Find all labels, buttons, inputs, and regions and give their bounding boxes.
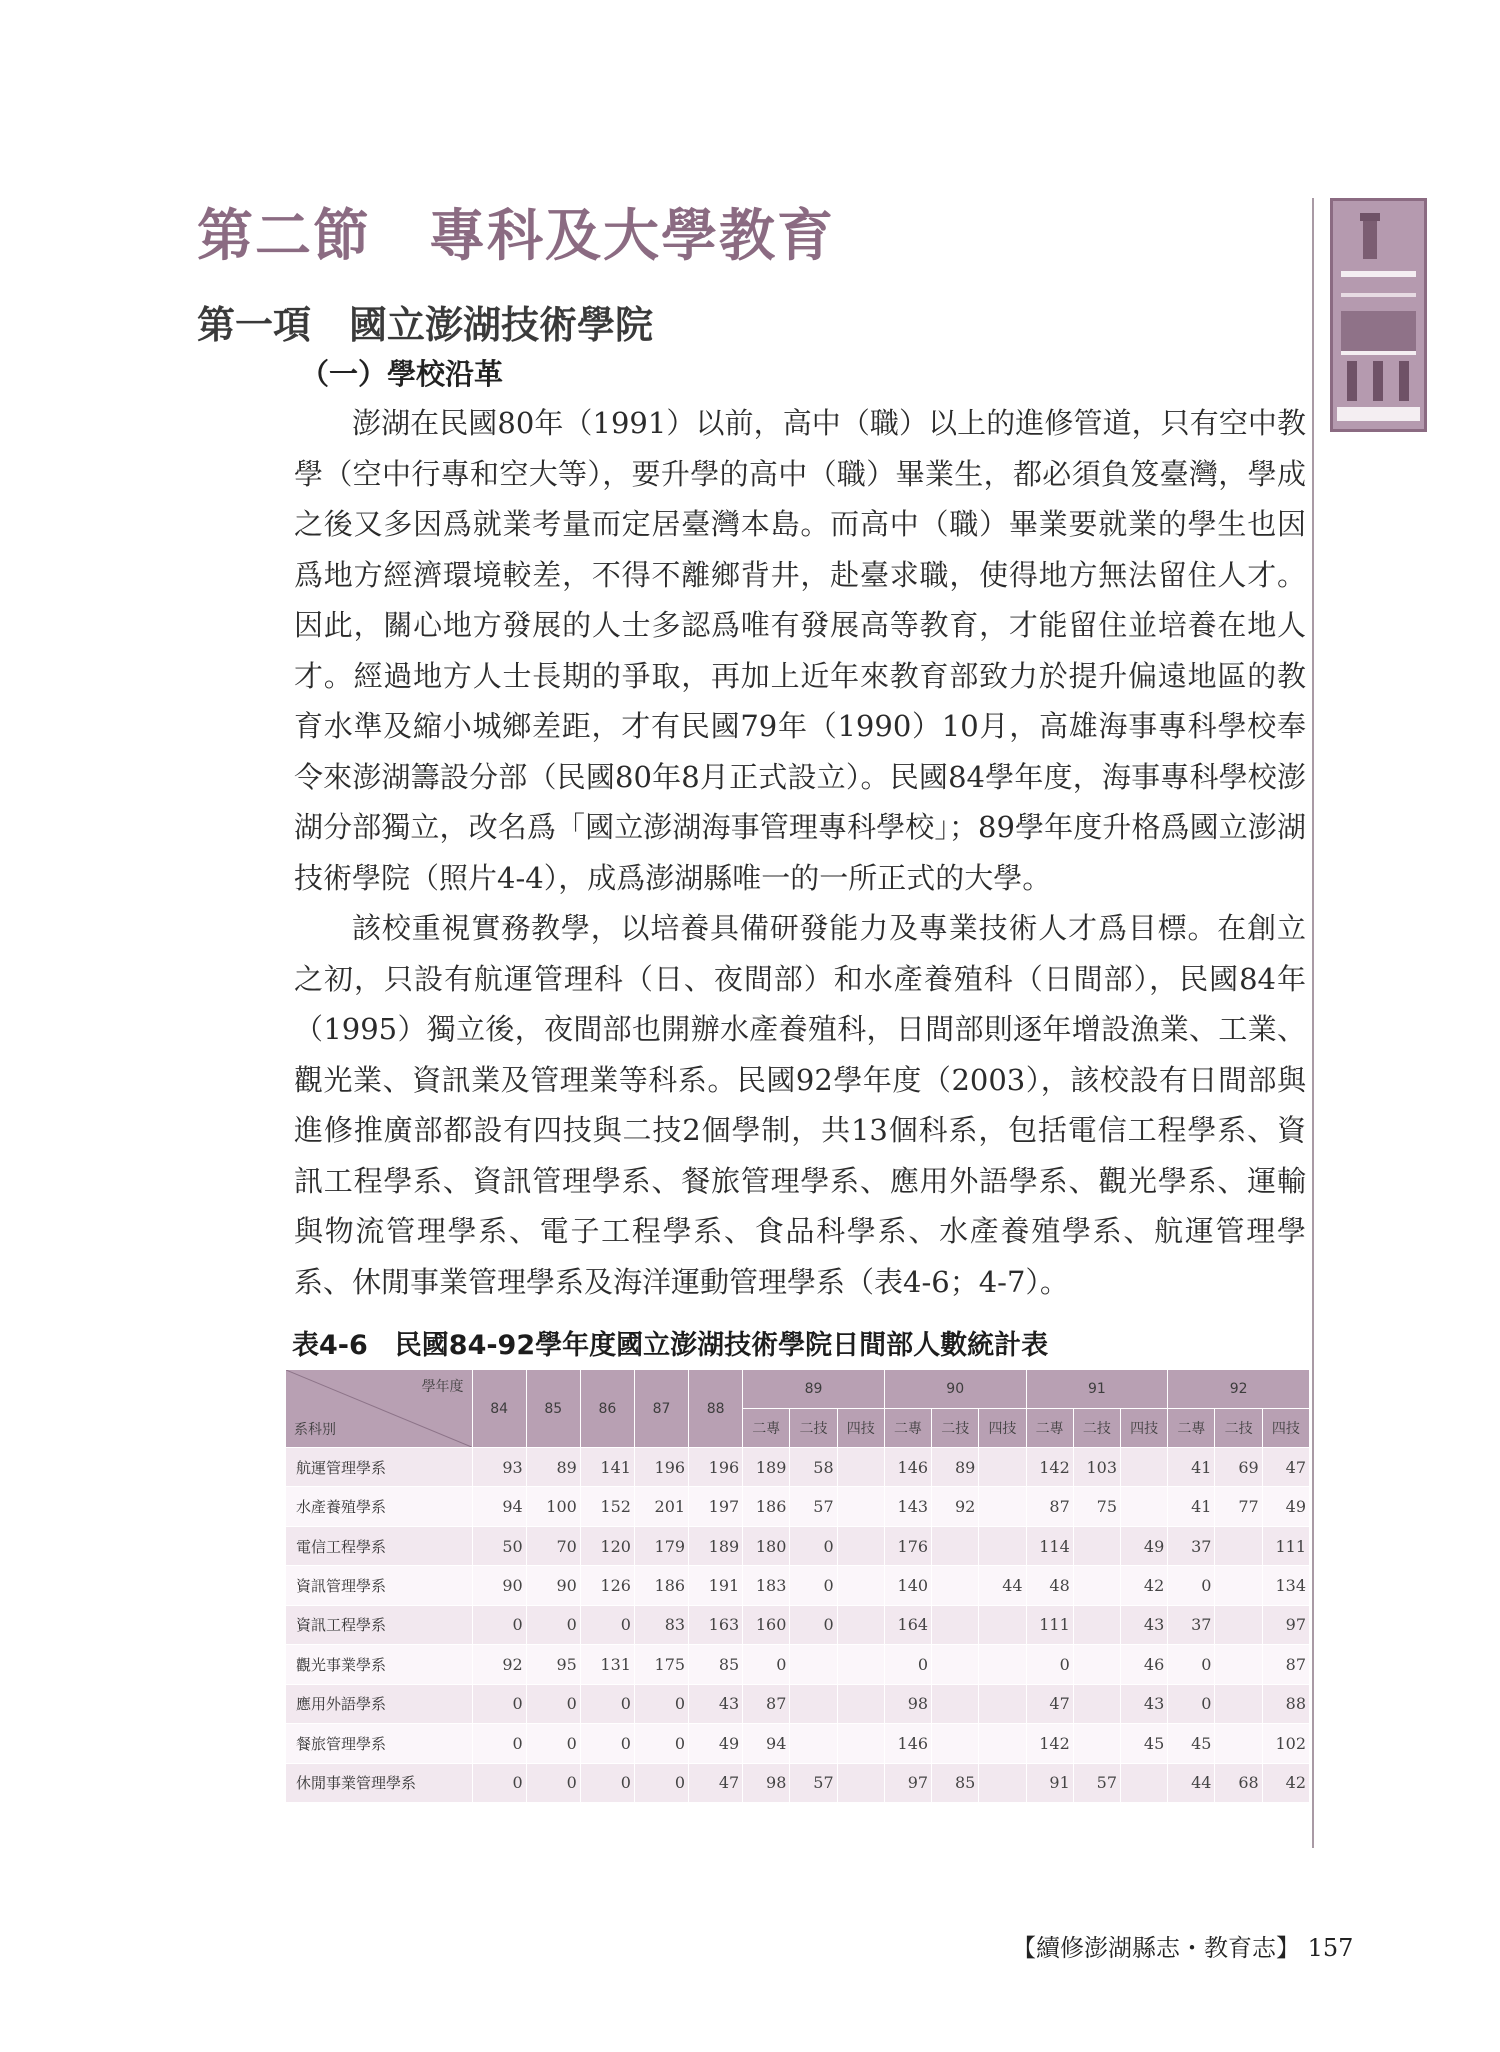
value-cell	[1073, 1724, 1120, 1763]
value-cell: 77	[1215, 1487, 1262, 1526]
value-cell	[979, 1724, 1026, 1763]
value-cell: 142	[1026, 1724, 1073, 1763]
value-cell: 126	[580, 1566, 634, 1605]
value-cell: 49	[1121, 1526, 1168, 1565]
value-cell: 102	[1262, 1724, 1309, 1763]
subsection-title: （一）學校沿革	[300, 357, 504, 391]
value-cell: 0	[472, 1605, 526, 1644]
value-cell: 196	[634, 1448, 688, 1487]
value-cell	[979, 1763, 1026, 1803]
value-cell: 46	[1121, 1645, 1168, 1684]
value-cell	[932, 1724, 979, 1763]
dept-name-cell: 應用外語學系	[286, 1684, 473, 1723]
dept-name-cell: 休閒事業管理學系	[286, 1763, 473, 1803]
value-cell	[979, 1645, 1026, 1684]
value-cell	[790, 1724, 837, 1763]
value-cell: 94	[743, 1724, 790, 1763]
value-cell: 164	[884, 1605, 931, 1644]
value-cell	[979, 1487, 1026, 1526]
value-cell: 0	[790, 1566, 837, 1605]
table-row	[286, 1645, 1310, 1684]
dept-name-cell: 航運管理學系	[286, 1448, 473, 1487]
corner-year-label: 學年度	[421, 1379, 464, 1395]
value-cell: 94	[472, 1487, 526, 1526]
value-cell: 50	[472, 1526, 526, 1565]
sub-column-header: 二專	[1168, 1409, 1215, 1448]
value-cell: 87	[743, 1684, 790, 1723]
value-cell: 97	[884, 1763, 931, 1803]
year-group-header: 90	[884, 1370, 1026, 1409]
value-cell: 100	[526, 1487, 580, 1526]
table-row	[286, 1487, 1310, 1526]
value-cell	[790, 1645, 837, 1684]
paragraph: 澎湖在民國80年（1991）以前，高中（職）以上的進修管道，只有空中教學（空中行專和空大等），要升學的高中（職）畢業生，都必須負笈臺灣，學成之後又多因爲就業考量而定居臺灣本島。而高中（職）畢業要就業的學生也因爲地方經濟環境較差，不得不離鄉背井，赴臺求職，使得地方無法留住人才。因此，關心地方發展的人士多認爲唯有發展高等教育，才能留住並培養在地人才。經過地方人士長期的爭取，再加上近年來教育部致力於提升偏遠地區的教育水準及縮小城鄉差距，才有民國79年（1990）10月，高雄海事專科學校奉令來澎湖籌設分部（民國80年8月正式設立）。民國84學年度，海事專科學校澎湖分部獨立，改名爲「國立澎湖海事管理專科學校」；89學年度升格爲國立澎湖技術學院（照片4-4），成爲澎湖縣唯一的一所正式的大學。	[294, 406, 1306, 895]
value-cell: 0	[884, 1645, 931, 1684]
value-cell: 90	[526, 1566, 580, 1605]
value-cell	[979, 1684, 1026, 1723]
sub-column-header: 二技	[932, 1409, 979, 1448]
value-cell: 49	[689, 1724, 743, 1763]
value-cell: 88	[1262, 1684, 1309, 1723]
value-cell: 175	[634, 1645, 688, 1684]
year-header: 87	[634, 1370, 688, 1448]
dept-name-cell: 電信工程學系	[286, 1526, 473, 1565]
year-group-header: 91	[1026, 1370, 1168, 1409]
table-body	[286, 1448, 1310, 1803]
value-cell: 0	[580, 1763, 634, 1803]
value-cell	[837, 1566, 884, 1605]
table-row	[286, 1763, 1310, 1803]
value-cell: 42	[1121, 1566, 1168, 1605]
value-cell	[979, 1526, 1026, 1565]
value-cell: 70	[526, 1526, 580, 1565]
value-cell: 83	[634, 1605, 688, 1644]
value-cell	[837, 1645, 884, 1684]
value-cell: 120	[580, 1526, 634, 1565]
value-cell: 196	[689, 1448, 743, 1487]
value-cell: 0	[526, 1724, 580, 1763]
value-cell: 146	[884, 1724, 931, 1763]
value-cell: 0	[634, 1724, 688, 1763]
value-cell: 0	[472, 1684, 526, 1723]
sub-column-header: 二技	[1215, 1409, 1262, 1448]
value-cell: 0	[1168, 1684, 1215, 1723]
sub-column-header: 二技	[1073, 1409, 1120, 1448]
sub-column-header: 四技	[1262, 1409, 1309, 1448]
value-cell: 0	[580, 1684, 634, 1723]
value-cell: 57	[790, 1487, 837, 1526]
value-cell: 0	[526, 1684, 580, 1723]
sub-column-header: 二專	[884, 1409, 931, 1448]
value-cell: 179	[634, 1526, 688, 1565]
value-cell	[837, 1448, 884, 1487]
value-cell: 68	[1215, 1763, 1262, 1803]
dept-name-cell: 資訊管理學系	[286, 1566, 473, 1605]
year-header: 84	[472, 1370, 526, 1448]
value-cell: 57	[790, 1763, 837, 1803]
sub-column-header: 四技	[1121, 1409, 1168, 1448]
value-cell	[1215, 1526, 1262, 1565]
value-cell	[1215, 1724, 1262, 1763]
value-cell	[1121, 1448, 1168, 1487]
value-cell: 197	[689, 1487, 743, 1526]
value-cell: 89	[932, 1448, 979, 1487]
body-text	[294, 398, 1306, 1307]
value-cell: 41	[1168, 1487, 1215, 1526]
value-cell	[932, 1526, 979, 1565]
value-cell: 58	[790, 1448, 837, 1487]
value-cell	[837, 1763, 884, 1803]
value-cell: 0	[634, 1684, 688, 1723]
value-cell: 0	[472, 1763, 526, 1803]
value-cell: 42	[1262, 1763, 1309, 1803]
table-row	[286, 1605, 1310, 1644]
value-cell: 85	[689, 1645, 743, 1684]
sub-column-header: 四技	[979, 1409, 1026, 1448]
section-title: 第二節 專科及大學教育	[197, 203, 835, 269]
value-cell: 95	[526, 1645, 580, 1684]
table-caption: 表4-6 民國84-92學年度國立澎湖技術學院日間部人數統計表	[292, 1330, 1049, 1361]
corner-dept-label: 系科別	[294, 1422, 336, 1438]
value-cell: 140	[884, 1566, 931, 1605]
table-row	[286, 1684, 1310, 1723]
value-cell	[1073, 1526, 1120, 1565]
value-cell: 0	[743, 1645, 790, 1684]
sub-column-header: 二專	[743, 1409, 790, 1448]
value-cell: 189	[743, 1448, 790, 1487]
value-cell: 0	[790, 1605, 837, 1644]
year-header: 85	[526, 1370, 580, 1448]
sub-column-header: 二專	[1026, 1409, 1073, 1448]
value-cell: 0	[634, 1763, 688, 1803]
value-cell: 0	[580, 1605, 634, 1644]
year-header: 86	[580, 1370, 634, 1448]
value-cell	[932, 1566, 979, 1605]
value-cell	[1073, 1645, 1120, 1684]
value-cell: 186	[634, 1566, 688, 1605]
value-cell	[1215, 1645, 1262, 1684]
value-cell: 92	[932, 1487, 979, 1526]
value-cell: 0	[526, 1605, 580, 1644]
year-header: 88	[689, 1370, 743, 1448]
value-cell	[1215, 1605, 1262, 1644]
value-cell: 143	[884, 1487, 931, 1526]
value-cell: 37	[1168, 1605, 1215, 1644]
value-cell	[790, 1684, 837, 1723]
value-cell: 186	[743, 1487, 790, 1526]
margin-rule	[1312, 198, 1314, 1848]
value-cell: 0	[790, 1526, 837, 1565]
value-cell: 93	[472, 1448, 526, 1487]
table-row	[286, 1566, 1310, 1605]
paragraph: 該校重視實務教學，以培養具備研發能力及專業技術人才爲目標。在創立之初，只設有航運管理科（日、夜間部）和水產養殖科（日間部），民國84年（1995）獨立後，夜間部也開辦水產養殖科，日間部則逐年增設漁業、工業、觀光業、資訊業及管理業等科系。民國92學年度（2003），該校設有日間部與進修推廣部都設有四技與二技2個學制，共13個科系，包括電信工程學系、資訊工程學系、資訊管理學系、餐旅管理學系、應用外語學系、觀光學系、運輸與物流管理學系、電子工程學系、食品科學系、水產養殖學系、航運管理學系、休閒事業管理學系及海洋運動管理學系（表4-6；4-7）。	[294, 911, 1306, 1299]
page-footer: 【續修澎湖縣志・教育志】 157	[1012, 1934, 1354, 1962]
value-cell: 69	[1215, 1448, 1262, 1487]
building-photo-icon	[1333, 201, 1424, 429]
value-cell: 48	[1026, 1566, 1073, 1605]
value-cell: 43	[1121, 1605, 1168, 1644]
photo-thumbnail	[1330, 198, 1427, 432]
table-row	[286, 1448, 1310, 1487]
value-cell: 111	[1026, 1605, 1073, 1644]
value-cell: 47	[1026, 1684, 1073, 1723]
value-cell: 44	[1168, 1763, 1215, 1803]
value-cell	[932, 1684, 979, 1723]
value-cell: 180	[743, 1526, 790, 1565]
value-cell: 0	[1168, 1645, 1215, 1684]
value-cell: 0	[472, 1724, 526, 1763]
value-cell: 141	[580, 1448, 634, 1487]
value-cell: 49	[1262, 1487, 1309, 1526]
value-cell: 41	[1168, 1448, 1215, 1487]
value-cell: 163	[689, 1605, 743, 1644]
value-cell: 44	[979, 1566, 1026, 1605]
value-cell: 45	[1168, 1724, 1215, 1763]
dept-name-cell: 觀光事業學系	[286, 1645, 473, 1684]
year-group-header: 89	[743, 1370, 885, 1409]
value-cell	[1215, 1684, 1262, 1723]
item-title: 第一項 國立澎湖技術學院	[197, 303, 654, 347]
sub-column-header: 二技	[790, 1409, 837, 1448]
value-cell: 92	[472, 1645, 526, 1684]
value-cell: 142	[1026, 1448, 1073, 1487]
value-cell: 0	[1026, 1645, 1073, 1684]
enrollment-table	[285, 1369, 1310, 1803]
value-cell	[979, 1605, 1026, 1644]
value-cell: 134	[1262, 1566, 1309, 1605]
value-cell: 152	[580, 1487, 634, 1526]
value-cell: 87	[1026, 1487, 1073, 1526]
value-cell: 146	[884, 1448, 931, 1487]
value-cell: 191	[689, 1566, 743, 1605]
value-cell	[837, 1487, 884, 1526]
value-cell: 0	[1168, 1566, 1215, 1605]
value-cell: 160	[743, 1605, 790, 1644]
value-cell: 176	[884, 1526, 931, 1565]
value-cell	[932, 1645, 979, 1684]
dept-name-cell: 資訊工程學系	[286, 1605, 473, 1644]
value-cell: 0	[580, 1724, 634, 1763]
value-cell: 47	[1262, 1448, 1309, 1487]
value-cell	[1121, 1487, 1168, 1526]
value-cell: 43	[689, 1684, 743, 1723]
value-cell	[979, 1448, 1026, 1487]
value-cell: 85	[932, 1763, 979, 1803]
value-cell: 183	[743, 1566, 790, 1605]
value-cell: 114	[1026, 1526, 1073, 1565]
value-cell	[837, 1684, 884, 1723]
value-cell: 57	[1073, 1763, 1120, 1803]
value-cell	[837, 1605, 884, 1644]
value-cell	[932, 1605, 979, 1644]
value-cell: 43	[1121, 1684, 1168, 1723]
year-group-header: 92	[1168, 1370, 1310, 1409]
value-cell: 98	[884, 1684, 931, 1723]
value-cell	[1121, 1763, 1168, 1803]
value-cell: 103	[1073, 1448, 1120, 1487]
value-cell: 75	[1073, 1487, 1120, 1526]
value-cell	[1215, 1566, 1262, 1605]
value-cell: 91	[1026, 1763, 1073, 1803]
value-cell: 201	[634, 1487, 688, 1526]
value-cell: 87	[1262, 1645, 1309, 1684]
value-cell: 189	[689, 1526, 743, 1565]
table-row	[286, 1526, 1310, 1565]
value-cell: 90	[472, 1566, 526, 1605]
dept-name-cell: 水產養殖學系	[286, 1487, 473, 1526]
table-row	[286, 1724, 1310, 1763]
value-cell	[1073, 1605, 1120, 1644]
value-cell: 0	[526, 1763, 580, 1803]
value-cell: 131	[580, 1645, 634, 1684]
sub-column-header: 四技	[837, 1409, 884, 1448]
value-cell: 47	[689, 1763, 743, 1803]
value-cell: 111	[1262, 1526, 1309, 1565]
value-cell: 97	[1262, 1605, 1309, 1644]
value-cell: 45	[1121, 1724, 1168, 1763]
value-cell: 89	[526, 1448, 580, 1487]
value-cell: 98	[743, 1763, 790, 1803]
value-cell	[1073, 1566, 1120, 1605]
dept-name-cell: 餐旅管理學系	[286, 1724, 473, 1763]
value-cell: 37	[1168, 1526, 1215, 1565]
value-cell	[837, 1724, 884, 1763]
value-cell	[837, 1526, 884, 1565]
value-cell	[1073, 1684, 1120, 1723]
table-corner-header	[286, 1370, 473, 1448]
